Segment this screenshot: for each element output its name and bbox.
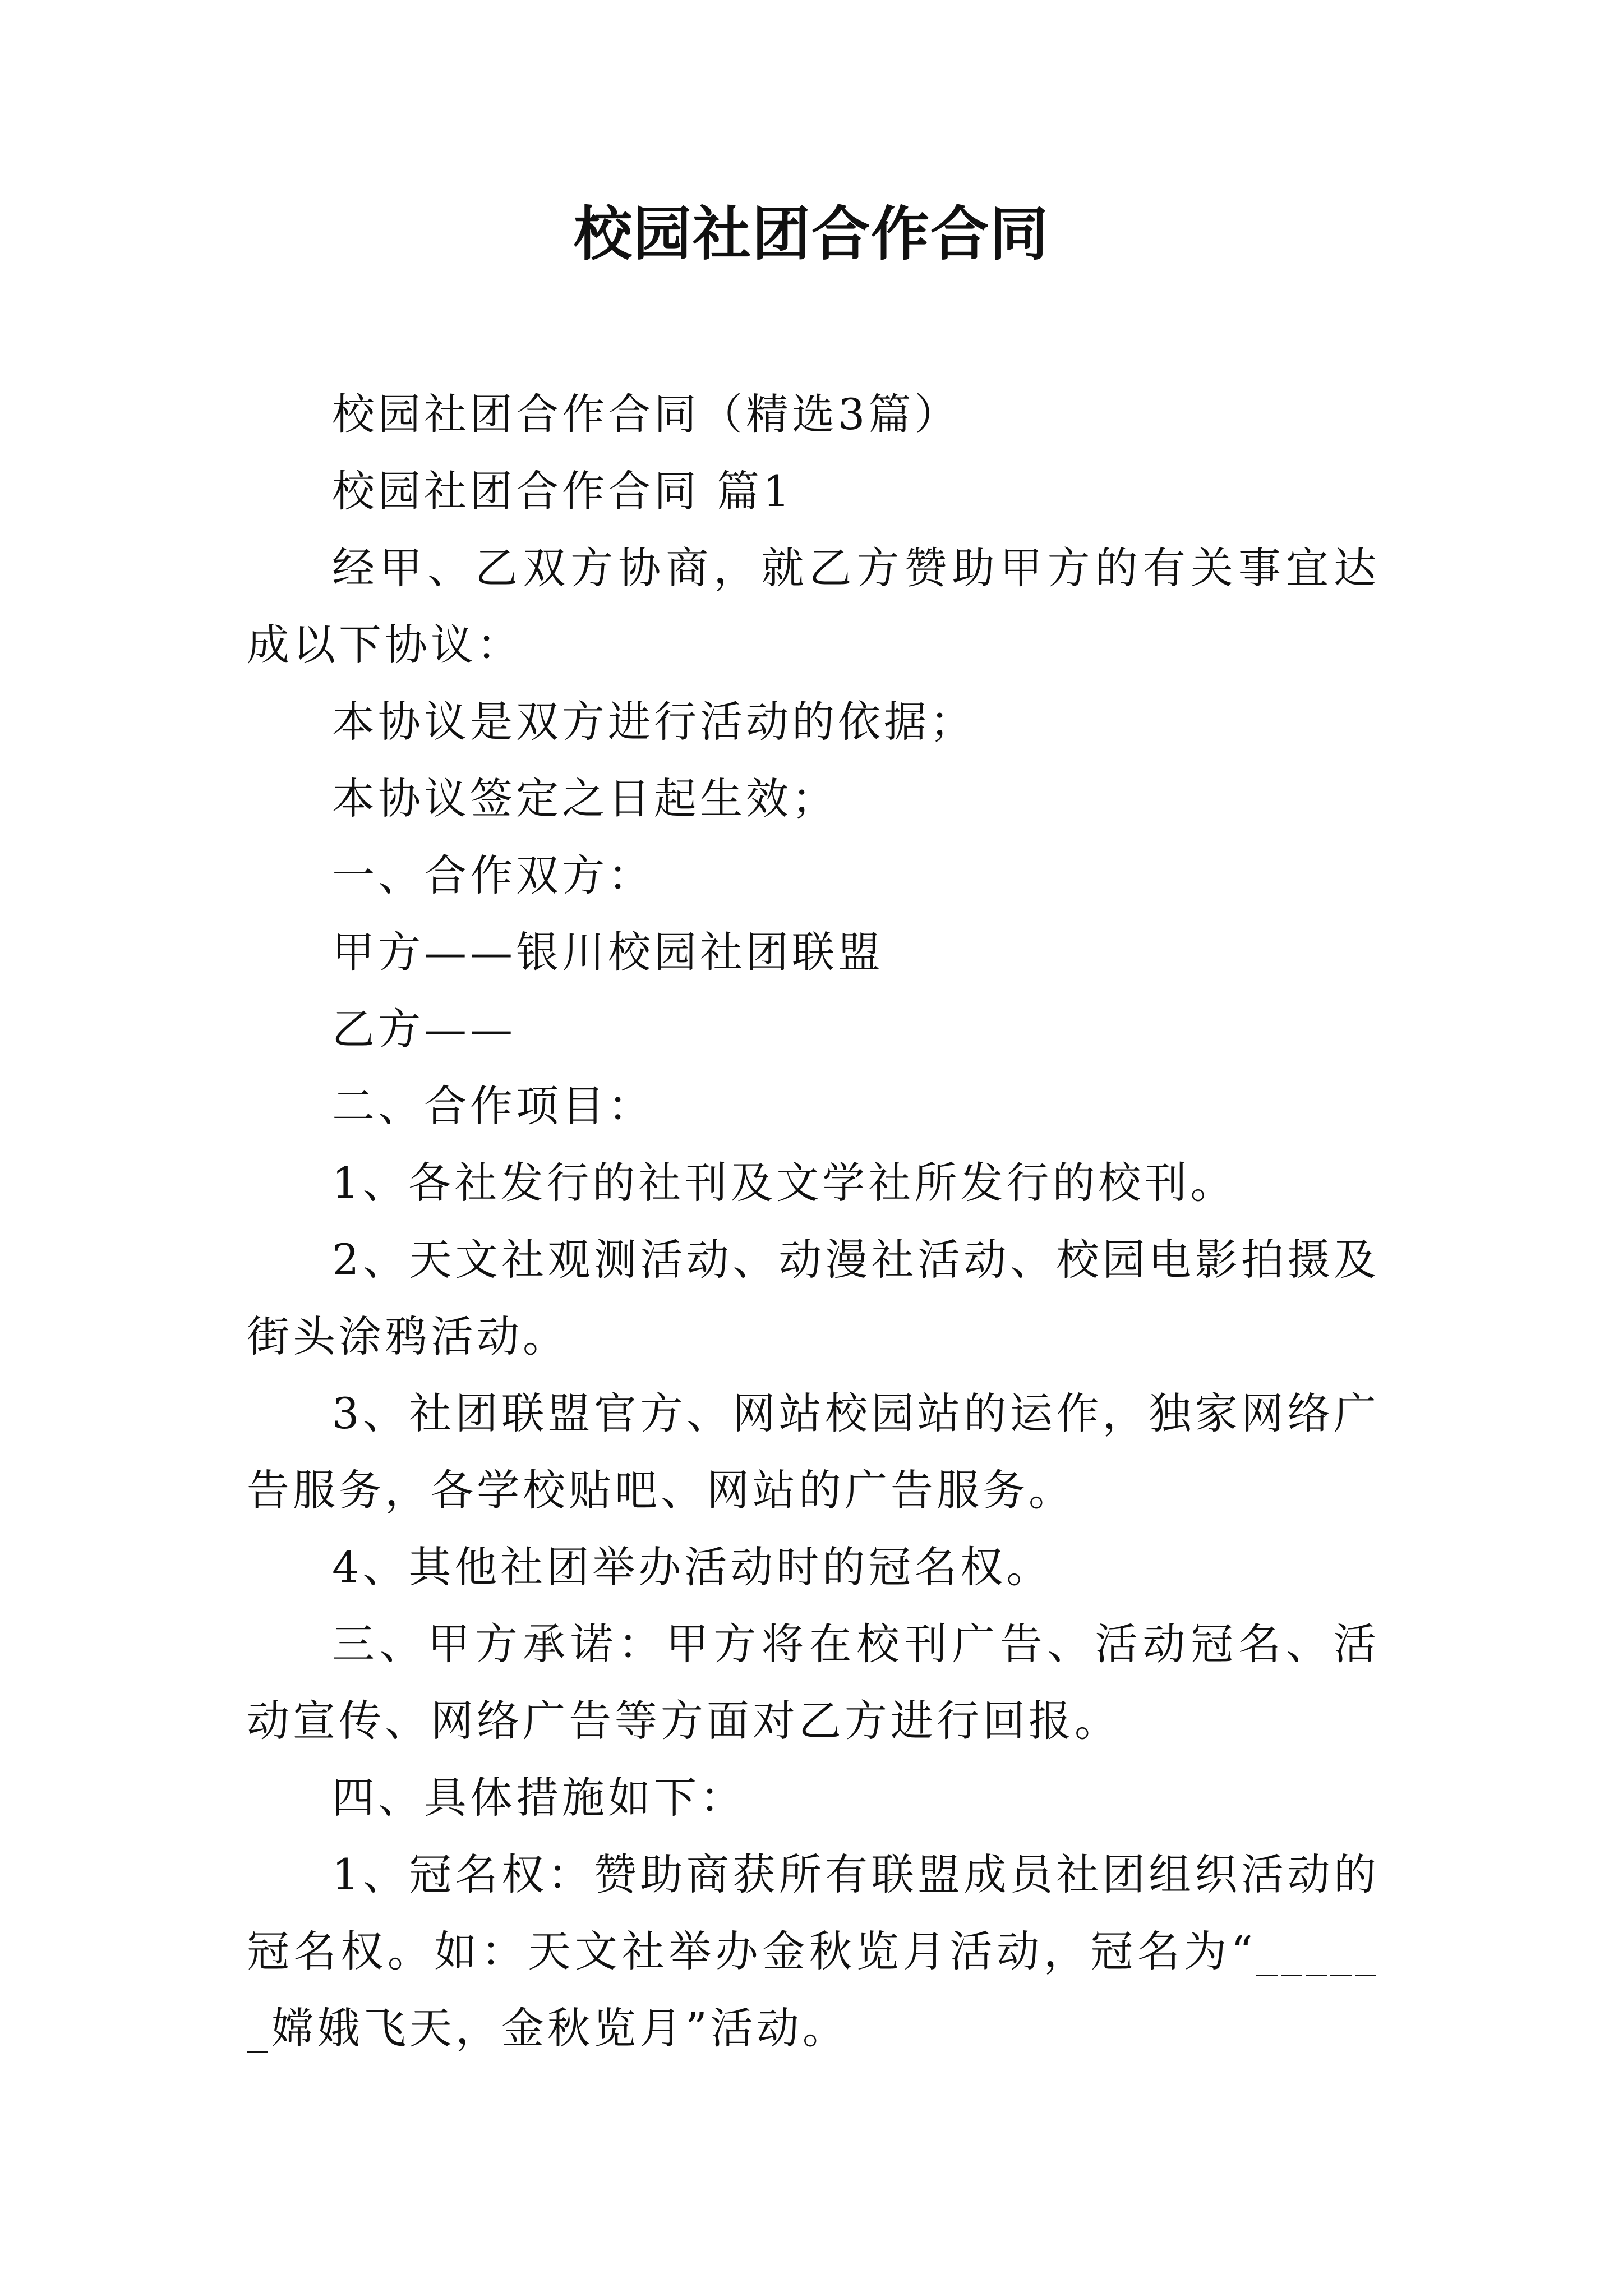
document-body — [247, 376, 1380, 2067]
paragraph: 三、甲方承诺：甲方将在校刊广告、活动冠名、活动宣传、网络广告等方面对乙方进行回报。 — [247, 1619, 1380, 1746]
paragraph: 乙方—— — [332, 1004, 516, 1054]
paragraph: 2、天文社观测活动、动漫社活动、校园电影拍摄及街头涂鸦活动。 — [247, 1235, 1380, 1361]
paragraph: 经甲、乙双方协商，就乙方赞助甲方的有关事宜达成以下协议： — [247, 543, 1380, 670]
paragraph: 校园社团合作合同 篇1 — [332, 466, 794, 516]
paragraph: 3、社团联盟官方、网站校园站的运作，独家网络广告服务，各学校贴吧、网站的广告服务。 — [247, 1388, 1380, 1515]
paragraph: 本协议签定之日起生效； — [332, 774, 838, 823]
paragraph: 甲方——银川校园社团联盟 — [332, 927, 884, 977]
paragraph: 一、合作双方： — [332, 850, 654, 900]
paragraph: 校园社团合作合同（精选3篇） — [332, 389, 961, 439]
paragraph: 二、合作项目： — [332, 1081, 654, 1131]
document-title: 校园社团合作合同 — [573, 200, 1049, 268]
paragraph: 四、具体措施如下： — [332, 1773, 746, 1823]
paragraph: 1、冠名权：赞助商获所有联盟成员社团组织活动的冠名权。如：天文社举办金秋览月活动，冠名为“______嫦娥飞天，金秋览月”活动。 — [247, 1849, 1380, 2053]
paragraph: 本协议是双方进行活动的依据； — [332, 697, 976, 747]
paragraph: 1、各社发行的社刊及文学社所发行的校刊。 — [332, 1158, 1237, 1208]
paragraph: 4、其他社团举办活动时的冠名权。 — [332, 1542, 1053, 1592]
